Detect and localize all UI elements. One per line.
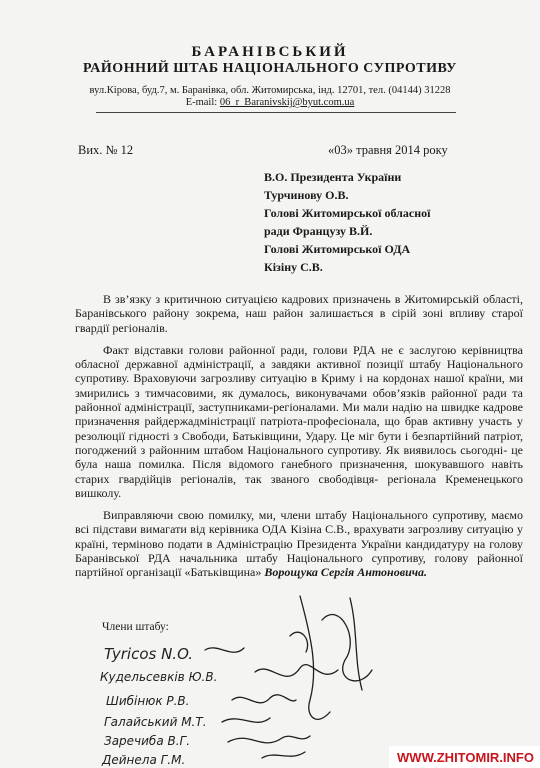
watermark: WWW.ZHITOMIR.INFO — [389, 746, 540, 768]
addressee-line: Турчинову О.В. — [264, 188, 349, 202]
addressee-line: Кізіну С.В. — [264, 260, 323, 274]
signature-name: Галайський М.Т. — [104, 715, 207, 729]
email-label: E-mail: — [185, 97, 218, 108]
email-address: 06_r_Baranivskij@byut.com.ua — [219, 97, 355, 108]
addressee-line: ради Французу В.Й. — [264, 224, 373, 238]
body-paragraph: В зв’язку з критичною ситуацією кадрових призначень в Житомирській області, Баранівського району зокрема, наш район залишається в сірій зоні впливу старої гвардії регіоналів. — [75, 292, 523, 335]
candidate-name: Ворощука Сергія Антоновича. — [264, 565, 428, 580]
addressee-line: В.О. Президента України — [264, 170, 402, 184]
letterhead-address: вул.Кірова, буд.7, м. Баранівка, обл. Житомирська, інд. 12701, тел. (04144) 31228 — [89, 85, 451, 96]
letterhead-title: БАРАНІВСЬКИЙ — [191, 44, 349, 60]
body-paragraph-text: Виправляючи свою помилку, ми, члени штабу Національного супротиву, маємо всі підстави вимагати від керівника ОДА Кізіна С.В., врахувати загрозливу ситуацію у країні, терміново подати в Адміністрацію Президента України кандидатуру на голову Баранівської РДА начальника штабу Національного супротиву, голову районної партійної організації «Батьківщина» — [75, 508, 523, 580]
outgoing-number: Вих. № 12 — [78, 143, 134, 157]
signature-name: Tyricos N.O. — [104, 645, 194, 663]
addressee-line: Голові Житомирської ОДА — [264, 242, 411, 256]
letterhead-subtitle: РАЙОННИЙ ШТАБ НАЦІОНАЛЬНОГО СУПРОТИВУ — [83, 61, 457, 76]
signature-name: Заречибa B.Г. — [104, 734, 191, 748]
addressee-line: Голові Житомирської обласної — [264, 206, 431, 220]
signature-name: Кудельсевків Ю.В. — [100, 670, 218, 684]
signature-name: Шибінюк Р.В. — [106, 694, 190, 708]
body-paragraph: Факт відставки голови районної ради, голови РДА не є заслугою керівництва обласної державної адміністрації, а завдяки активної позиції штабу Національного супротиву. Враховуючи загрозливу ситуацію в Криму і на кордонах нашої країни, ми змирились з тимчасовими, як думалось, виконувачами обов’язків районної ради та районної адміністрації, заступниками-регіоналами. Ми мали надію на швидке кадрове призначення райдержадміністрації патріота-професіонала, що брав активну участь у резолюції гідності з Свободи, Батьківщини, Удару. Це міг бути і безпартійний патріот, погоджений з районним штабом Національного супротиву. Як виявилось сьогодні- це була наша помилка. Після відомого ганебного призначення, шокувавшого навіть старих гвардійців регіоналів, так званого свободівця- регіонала Кременецького вишколу. — [75, 342, 523, 500]
letter-date: «03» травня 2014 року — [328, 143, 448, 157]
members-label: Члени штабу: — [102, 621, 169, 633]
signature-name: Дейнела Г.М. — [102, 753, 186, 767]
